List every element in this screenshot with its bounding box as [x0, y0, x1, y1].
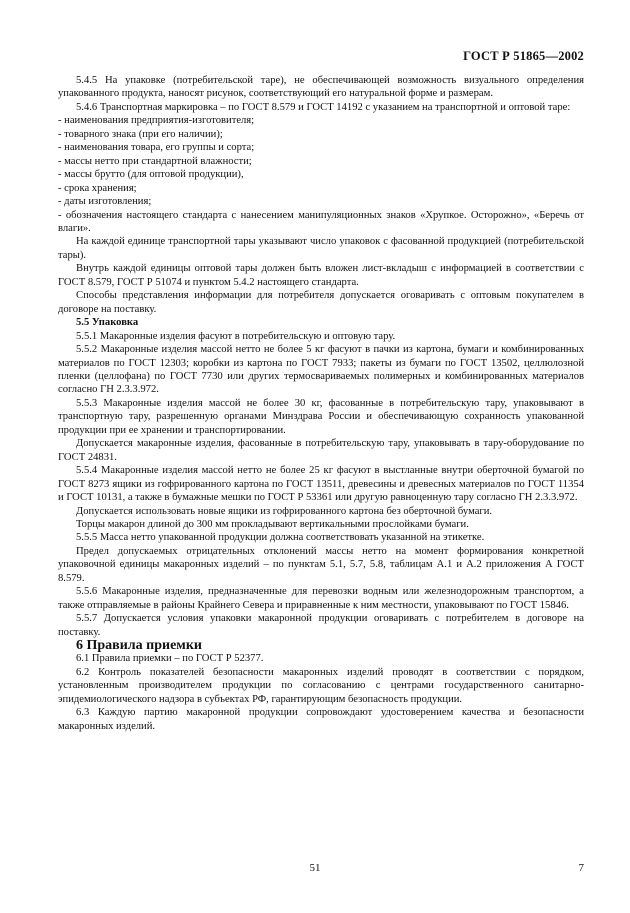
- paragraph-6-3: 6.3 Каждую партию макаронной продукции сопровождают удостоверением качества и безопасности макаронных изделий.: [58, 707, 584, 732]
- paragraph-5-5-3: 5.5.3 Макаронные изделия массой не более 30 кг, фасованные в потребительскую тару, упаковывают в транспортную тару, разрешенную органами Минздрава России и обеспечивающую сохранность упакованной продукции при ее хранении и транспортировании.: [58, 397, 584, 436]
- paragraph: Торцы макарон длиной до 300 мм прокладывают вертикальными прослойками бумаги.: [76, 518, 469, 530]
- paragraph-5-4-6: 5.4.6 Транспортная маркировка – по ГОСТ 8.579 и ГОСТ 14192 с указанием на транспортной и оптовой таре:: [76, 101, 571, 113]
- paragraph: Способы представления информации для потребителя допускается оговаривать с оптовым покупателем в договоре на поставку.: [58, 290, 584, 315]
- paragraph-5-5-6: 5.5.6 Макаронные изделия, предназначенные для перевозки водным или железнодорожным транспортом, а также отправляемые в районы Крайнего Севера и приравненные к ним местности, упаковывают по ГОСТ 15846.: [58, 586, 584, 611]
- paragraph-5-5-4: 5.5.4 Макаронные изделия массой нетто не более 25 кг фасуют в выстланные внутри оберточной бумагой по ГОСТ 8273 ящики из гофрированного картона по ГОСТ 13511, древесины и древесных материалов по ГОСТ 11354 и ГОСТ 10131, а также в бумажные мешки по ГОСТ Р 53361 или другую равноценную тару согласно ГН 2.3.3.972.: [58, 465, 584, 504]
- list-item: - наименования предприятия-изготовителя;: [58, 115, 255, 127]
- paragraph: На каждой единице транспортной тары указывают число упаковок с фасованной продукцией (потребительской тары).: [58, 236, 584, 261]
- section-title-6: 6 Правила приемки: [76, 638, 202, 654]
- body-text: [58, 74, 584, 733]
- list-item: - товарного знака (при его наличии);: [58, 128, 223, 140]
- paragraph-6-2: 6.2 Контроль показателей безопасности макаронных изделий проводят в соответствии с порядком, установленным производителем продукции по согласованию с центрами государственного санитарно-эпидемиологического надзора в субъектах РФ, гарантирующим безопасность продукции.: [58, 666, 584, 705]
- paragraph: Допускается использовать новые ящики из гофрированного картона без оберточной бумаги.: [76, 505, 493, 517]
- paragraph: Предел допускаемых отрицательных отклонений массы нетто на момент формирования конкретной упаковочной единицы макаронных изделий – по пунктам 5.1, 5.7, 5.8, таблицам А.1 и А.2 приложения А ГОСТ 8.579.: [58, 545, 584, 584]
- list-item: - обозначения настоящего стандарта с нанесением манипуляционных знаков «Хрупкое. Осторожно», «Беречь от влаги».: [58, 209, 584, 234]
- paragraph: Допускается макаронные изделия, фасованные в потребительскую тару, упаковывать в тару-оборудование по ГОСТ 24831.: [58, 438, 584, 463]
- paragraph-5-5-1: 5.5.1 Макаронные изделия фасуют в потребительскую и оптовую тару.: [76, 330, 396, 342]
- list-item: - даты изготовления;: [58, 196, 152, 208]
- paragraph-5-5-5: 5.5.5 Масса нетто упакованной продукции должна соответствовать указанной на этикетке.: [76, 532, 485, 544]
- paragraph: Внутрь каждой единицы оптовой тары должен быть вложен лист-вкладыш с информацией в соответствии с ГОСТ 8.579, ГОСТ Р 51074 и пунктом 5.4.2 настоящего стандарта.: [58, 263, 584, 288]
- paragraph-5-5-7: 5.5.7 Допускается условия упаковки макаронной продукции оговаривать с потребителем в договоре на поставку.: [58, 613, 584, 638]
- page-number-center: 51: [309, 862, 321, 874]
- list-item: - массы брутто (для оптовой продукции),: [58, 169, 244, 181]
- page-number-right: 7: [578, 862, 584, 874]
- paragraph-6-1: 6.1 Правила приемки – по ГОСТ Р 52377.: [76, 653, 264, 665]
- list-item: - наименования товара, его группы и сорта;: [58, 142, 255, 154]
- list-item: - срока хранения;: [58, 182, 137, 194]
- list-item: - массы нетто при стандартной влажности;: [58, 155, 252, 167]
- subsection-heading-5-5: 5.5 Упаковка: [76, 317, 139, 329]
- standard-header: ГОСТ Р 51865—2002: [463, 49, 584, 63]
- paragraph-5-5-2: 5.5.2 Макаронные изделия массой нетто не более 5 кг фасуют в пачки из картона, бумаги и комбинированных материалов по ГОСТ 12303; коробки из картона по ГОСТ 7933; пакеты из бумаги по ГОСТ 13502, целлюлозной пленки (целлофана) по ГОСТ 7730 или других термосвариваемых полимерных и комбинированных материалов согласно ГН 2.3.3.972.: [58, 344, 584, 396]
- paragraph-5-4-5: 5.4.5 На упаковке (потребительской таре), не обеспечивающей возможность визуального определения упакованного продукта, наносят рисунок, соответствующий его натуральной форме и размерам.: [58, 75, 584, 100]
